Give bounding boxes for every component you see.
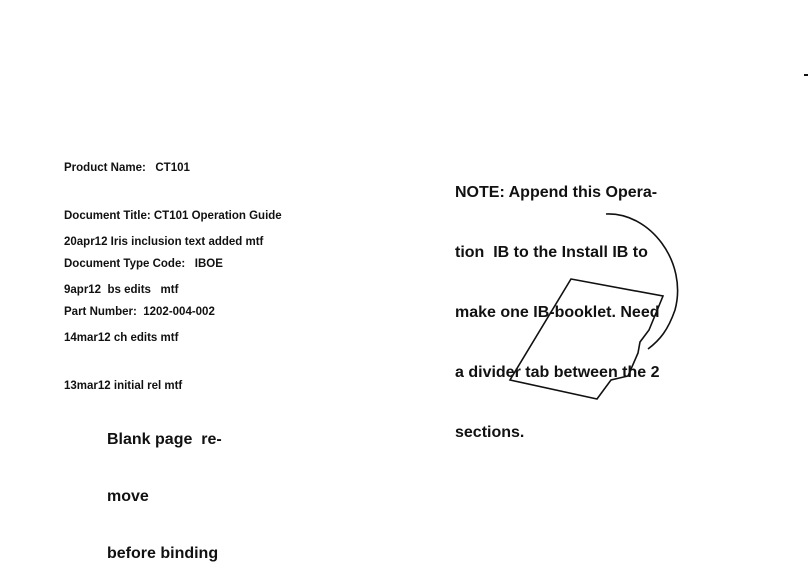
blank-page-instruction	[107, 392, 222, 582]
note-line: make one IB-booklet. Need	[455, 304, 660, 321]
revision-entry: 14mar12 ch edits mtf	[64, 332, 179, 344]
revision-entry: 20apr12 Iris inclusion text added mtf	[64, 236, 264, 248]
part-number-line: Part Number: 1202-004-002	[64, 306, 215, 318]
note-line: tion IB to the Install IB to	[455, 244, 648, 261]
document-type-code-line: Document Type Code: IBOE	[64, 258, 223, 270]
blank-page-line: before binding	[107, 545, 219, 562]
document-title-line: Document Title: CT101 Operation Guide	[64, 210, 282, 222]
blank-page-line: move	[107, 488, 149, 505]
revision-entry: 9apr12 bs edits mtf	[64, 284, 179, 296]
note-line: NOTE: Append this Opera-	[455, 184, 658, 201]
revision-entry: 13mar12 initial rel mtf	[64, 380, 183, 392]
product-name-line: Product Name: CT101	[64, 162, 190, 174]
note-line: a divider tab between the 2	[455, 364, 660, 381]
revision-history	[64, 202, 263, 410]
binding-note	[455, 143, 675, 463]
page-edge-mark	[804, 74, 808, 76]
note-line: sections.	[455, 424, 525, 441]
blank-page-line: Blank page re-	[107, 431, 222, 448]
